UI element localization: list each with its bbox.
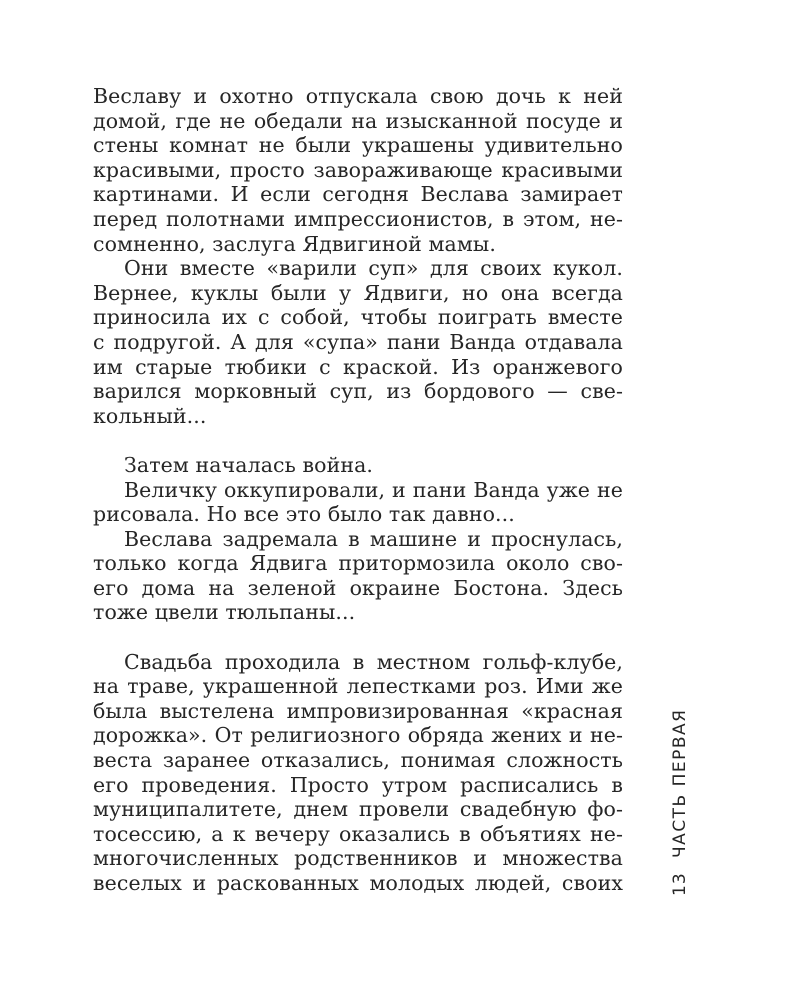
text-line: рисовала. Но все это было так давно... <box>93 502 515 527</box>
text-line: домой, где не обедали на изысканной посуде и <box>93 108 623 133</box>
text-line: с подругой. А для «супа» пани Ванда отдавала <box>93 329 623 354</box>
text-line: тоже цвели тюльпаны... <box>93 600 356 625</box>
page-number-text: 13 <box>670 872 690 896</box>
text-line: варился морковный суп, из бордового — све- <box>93 379 623 404</box>
text-line: веста заранее отказались, понимая сложность <box>93 748 623 773</box>
running-head-text: ЧАСТЬ ПЕРВАЯ <box>670 708 690 858</box>
text-line: картинами. И если сегодня Веслава замирает <box>93 182 623 207</box>
text-line: муниципалитете, днем провели свадебную фо- <box>93 797 623 822</box>
text-line: веселых и раскованных молодых людей, своих <box>93 871 623 895</box>
text-line: тосессию, а к вечеру оказались в объятиях не- <box>93 821 623 846</box>
text-line: его проведения. Просто утром расписались в <box>93 772 623 797</box>
text-line: его дома на зеленой окраине Бостона. Здесь <box>93 575 623 600</box>
text-line: Величку оккупировали, и пани Ванда уже не <box>124 477 623 502</box>
text-line: сомненно, заслуга Ядвигиной мамы. <box>93 231 496 256</box>
text-line: Затем началась война. <box>124 452 374 477</box>
text-line: кольный... <box>93 403 207 428</box>
text-line: Веславу и охотно отпускала свою дочь к ней <box>93 84 623 108</box>
text-line: Вернее, куклы были у Ядвиги, но она всегда <box>93 280 623 305</box>
text-line: приносила их с собой, чтобы поиграть вместе <box>93 305 623 330</box>
body-text <box>93 84 623 896</box>
text-line: дорожка». От религиозного обряда жених и не- <box>93 723 623 748</box>
text-line: им старые тюбики с краской. Из оранжевого <box>93 354 623 379</box>
text-line: Свадьба проходила в местном гольф-клубе, <box>124 649 623 674</box>
text-line: перед полотнами импрессионистов, в этом, не- <box>93 206 623 231</box>
text-line: только когда Ядвига притормозила около сво- <box>93 551 623 576</box>
text-line: Веслава задремала в машине и проснулась, <box>124 526 623 551</box>
text-line: красивыми, просто завораживающе красивыми <box>93 157 623 182</box>
text-line: многочисленных родственников и множества <box>93 846 623 871</box>
text-line: стены комнат не были украшены удивительно <box>93 133 623 158</box>
paragraph-gap <box>93 428 623 453</box>
text-line: на траве, украшенной лепестками роз. Ими же <box>93 674 623 699</box>
text-line: была выстелена импровизированная «красная <box>93 698 623 723</box>
paragraph-gap <box>93 625 623 650</box>
text-line: Они вместе «варили суп» для своих кукол. <box>124 256 623 281</box>
